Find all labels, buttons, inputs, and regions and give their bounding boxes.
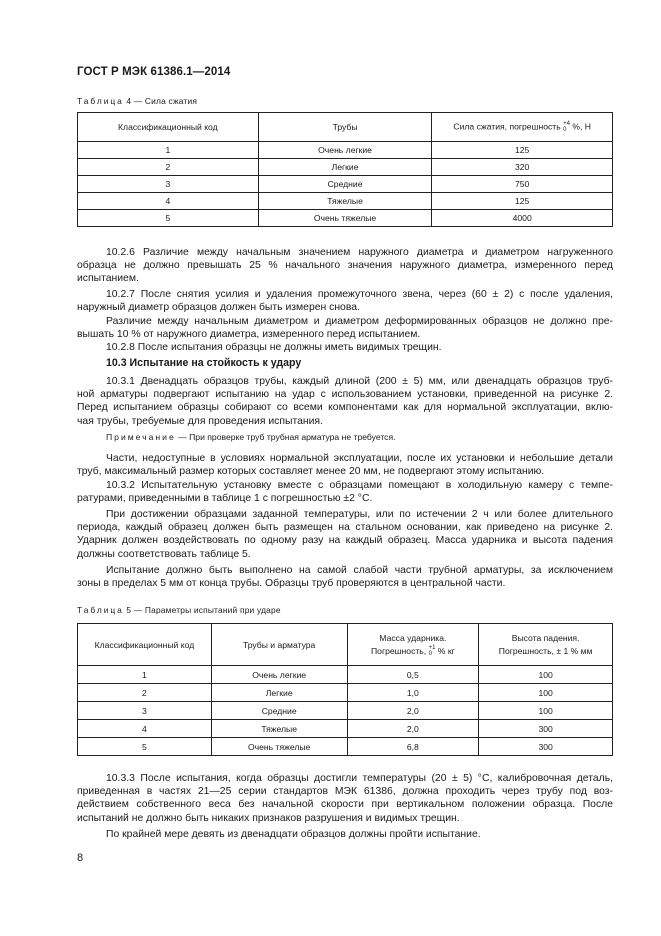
table-row: [78, 210, 613, 227]
table4-cell: 750: [432, 176, 613, 193]
table5-cell: 100: [479, 666, 613, 684]
page-number: 8: [77, 852, 84, 864]
table4-cell: 125: [432, 193, 613, 210]
paragraph-10-3-3: 10.3.3 После испытания, когда образцы достигли температуры (20 ± 5) °С, калибровочная деталь, приведенная в частях 21—25 серии стандартов МЭК 61386, должна проходить через трубу под воз- действием собственного веса без начальной скорости при вертикальном положении образца. После испытаний не должно быть никаких признаков разрушения и видимых трещин.: [77, 773, 613, 824]
table-row: [78, 193, 613, 210]
table4-header-force: [432, 113, 613, 142]
table-row: [78, 684, 613, 702]
table5-cell: 300: [479, 720, 613, 738]
table5-header-code: Классификационный код: [78, 624, 212, 666]
table4-cell: 2: [78, 159, 259, 176]
table4-cell: Средние: [258, 176, 432, 193]
paragraph-10-2-7: 10.2.7 После снятия усилия и удаления промежуточного звена, через (60 ± 2) с после удаления, наружный диаметр образцов должен быть измерен снова.: [77, 289, 613, 314]
table4-cell: 320: [432, 159, 613, 176]
document-header: ГОСТ Р МЭК 61386.1—2014: [77, 66, 231, 78]
table5-cell: 1: [78, 666, 212, 684]
table4-cell: 4: [78, 193, 259, 210]
table5-cell: 0,5: [347, 666, 479, 684]
table4-cell: 4000: [432, 210, 613, 227]
table4-cell: Легкие: [258, 159, 432, 176]
table5-cell: Легкие: [211, 684, 347, 702]
table4-caption-prefix: Таблица: [77, 96, 124, 106]
table5-cell: 100: [479, 702, 613, 720]
table5-tolerance: +1 0: [428, 645, 436, 658]
table5-caption: [77, 605, 281, 615]
section-heading-10-3: 10.3 Испытание на стойкость к удару: [106, 357, 302, 369]
paragraph-10-2-8: 10.2.8 После испытания образцы не должны иметь видимых трещин.: [106, 342, 442, 353]
note: [106, 432, 396, 442]
table4-cell: Тяжелые: [258, 193, 432, 210]
table5-cell: 6,8: [347, 738, 479, 756]
paragraph-final: По крайней мере девять из двенадцати образцов должны пройти испытание.: [106, 829, 481, 840]
table5-cell: 2,0: [347, 720, 479, 738]
table4-header-code: Классификационный код: [78, 113, 259, 142]
paragraph-weakest-part: Испытание должно быть выполнено на самой слабой части трубной арматуры, за исключением зоны в пределах 5 мм от конца трубы. Образцы труб проверяются в центральной части.: [77, 565, 613, 590]
table5-caption-text: 5 — Параметры испытаний при ударе: [126, 605, 281, 615]
table5-cell: Очень легкие: [211, 666, 347, 684]
table5-cell: Средние: [211, 702, 347, 720]
table4-cell: 125: [432, 142, 613, 159]
table4-tolerance: +4 0: [563, 121, 570, 133]
table5-cell: 100: [479, 684, 613, 702]
table4-caption: [77, 96, 197, 106]
table5-header-height: Высота падения. Погрешность, ± 1 % мм: [479, 624, 613, 666]
paragraph-10-3-1: 10.3.1 Двенадцать образцов трубы, каждый длиной (200 ± 5) мм, или двенадцать образцов труб- ной арматуры подвергают испытанию на удар с использованием установки, приведенной на рисунке 2. Перед испытанием образцы собирают со всеми компонентами как для нормальной эксплуатации, вклю- чая трубы, требуемые для проведения испытания.: [77, 376, 613, 427]
table5-cell: 5: [78, 738, 212, 756]
note-prefix: Примечание: [106, 432, 176, 442]
table5-cell: 300: [479, 738, 613, 756]
table4-cell: 5: [78, 210, 259, 227]
table-5: [77, 623, 613, 756]
table5-cell: Очень тяжелые: [211, 738, 347, 756]
table5-cell: 1,0: [347, 684, 479, 702]
table-row: [78, 176, 613, 193]
table4-cell: 3: [78, 176, 259, 193]
table-row: [78, 738, 613, 756]
table4-cell: 1: [78, 142, 259, 159]
table5-cell: 4: [78, 720, 212, 738]
paragraph-small-parts: Части, недоступные в условиях нормальной эксплуатации, после их установки и небольшие детали труб, максимальный размер которых составляет менее 20 мм, не подвергают этому испытанию.: [77, 453, 613, 478]
table4-cell: Очень легкие: [258, 142, 432, 159]
table-row: [78, 720, 613, 738]
table4-header-force-unit: %, Н: [572, 121, 591, 132]
paragraph-10-3-2: 10.3.2 Испытательную установку вместе с образцами помещают в холодильную камеру с темпе- ратурами, приведенными в таблице 1 с погрешностью ±2 °С.: [77, 480, 613, 505]
note-text: — При проверке труб трубная арматура не требуется.: [178, 432, 396, 442]
table-4: [77, 112, 613, 227]
table5-cell: 2: [78, 684, 212, 702]
table-row: [78, 159, 613, 176]
table5-header-pipes: Трубы и арматура: [211, 624, 347, 666]
table5-cell: Тяжелые: [211, 720, 347, 738]
paragraph-10-2-7-diff: Различие между начальным диаметром и диаметром деформированных образцов не должно пре- вышать 10 % от наружного диаметра, измеренного перед испытанием.: [77, 316, 613, 341]
table5-cell: 2,0: [347, 702, 479, 720]
table-row: [78, 702, 613, 720]
table4-header-pipes: Трубы: [258, 113, 432, 142]
table4-cell: Очень тяжелые: [258, 210, 432, 227]
paragraph-conditions: При достижении образцами заданной температуры, или по истечении 2 ч или более длительного периода, каждый образец должен быть размещен на стальном основании, как приведено на рисунке 2. Ударник должен воздействовать по одному разу на каждый образец. Масса ударника и высота падения должны соответствовать таблице 5.: [77, 509, 613, 560]
table-row: [78, 666, 613, 684]
table5-cell: 3: [78, 702, 212, 720]
table-row: [78, 142, 613, 159]
paragraph-10-2-6: 10.2.6 Различие между начальным значением наружного диаметра и диаметром нагруженного образца не должно превышать 25 % начального значения наружного диаметра, измеренного перед испытанием.: [77, 247, 613, 285]
table4-caption-text: 4 — Сила сжатия: [126, 96, 198, 106]
table5-caption-prefix: Таблица: [77, 605, 124, 615]
table4-header-force-label: Сила сжатия, погрешность: [453, 121, 561, 132]
table5-header-mass: Масса ударника. Погрешность, +1 0 % кг: [347, 624, 479, 666]
